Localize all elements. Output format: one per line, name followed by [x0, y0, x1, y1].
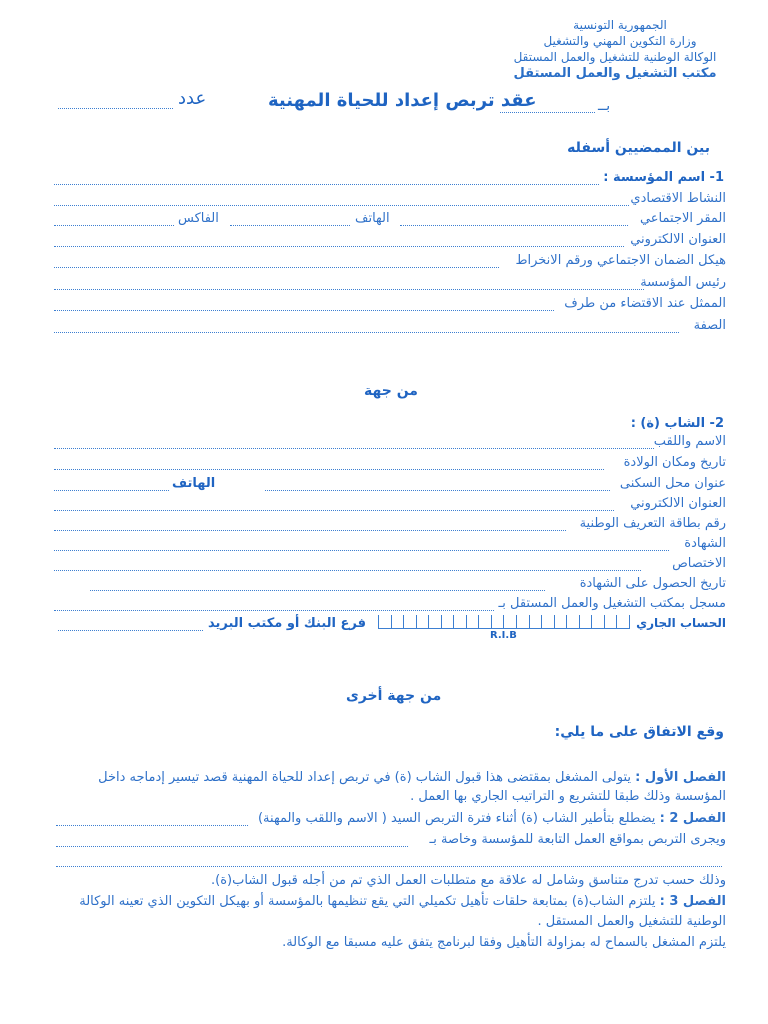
office-prefix: بــ	[598, 98, 611, 114]
youth-name-label: الاسم واللقب	[653, 434, 726, 449]
bank-label: فرع البنك أو مكتب البريد	[208, 616, 366, 631]
header-office: مكتب التشغيل والعمل المستقل	[513, 66, 717, 81]
representative-field[interactable]	[54, 310, 554, 311]
youth-email-field[interactable]	[54, 510, 614, 511]
contract-title: عقد تربص إعداد للحياة المهنية	[268, 90, 537, 111]
hq-label: المقر الاجتماعي	[639, 211, 726, 226]
birth-label: تاريخ ومكان الولادة	[623, 455, 726, 470]
bank-field[interactable]	[58, 630, 203, 631]
article1-line1	[98, 770, 726, 785]
degree-label: الشهادة	[684, 536, 726, 551]
article3-label: الفصل 3 :	[659, 894, 726, 909]
social-security-field[interactable]	[54, 267, 499, 268]
worksite-field-2[interactable]	[56, 866, 722, 867]
company-email-label: العنوان الالكتروني	[630, 232, 726, 247]
article1-text1: يتولى المشغل بمقتضى هذا قبول الشاب (ة) في تربص إعداد للحياة المهنية قصد تيسير إدماجه داخل	[98, 770, 631, 785]
header-ministry: وزارة التكوين المهني والتشغيل	[543, 34, 697, 48]
number-label: عدد	[178, 88, 207, 109]
office-field[interactable]	[500, 112, 595, 113]
party-separator-2: من جهة أخرى	[346, 688, 442, 704]
party-separator-1: من جهة	[364, 383, 418, 399]
fax-field[interactable]	[54, 225, 174, 226]
company-email-field[interactable]	[54, 246, 624, 247]
youth-name-field[interactable]	[54, 448, 654, 449]
number-field[interactable]	[58, 108, 173, 109]
degree-date-label: تاريخ الحصول على الشهادة	[579, 576, 726, 591]
birth-field[interactable]	[54, 469, 604, 470]
article2-text1: يضطلع بتأطير الشاب (ة) أثناء فترة التربص السيد ( الاسم واللقب والمهنة)	[257, 811, 656, 826]
degree-date-field[interactable]	[90, 590, 545, 591]
representative-label: الممثل عند الاقتضاء من طرف	[564, 296, 726, 311]
hq-field[interactable]	[400, 225, 628, 226]
article2-label: الفصل 2 :	[659, 811, 726, 826]
youth-phone-field[interactable]	[54, 490, 169, 491]
rib-label: R.I.B	[490, 630, 517, 641]
capacity-label: الصفة	[693, 318, 726, 333]
header-republic: الجمهورية التونسية	[573, 18, 667, 32]
id-card-label: رقم بطاقة التعريف الوطنية	[579, 516, 726, 531]
intro-text: بين الممضيين أسفله	[567, 140, 710, 156]
specialty-field[interactable]	[54, 570, 641, 571]
article1-label: الفصل الأول :	[635, 770, 726, 785]
registered-field[interactable]	[54, 610, 494, 611]
social-security-label: هيكل الضمان الاجتماعي ورقم الانخراط	[515, 253, 726, 268]
phone-label: الهاتف	[355, 211, 390, 226]
article2-line1	[258, 811, 726, 826]
activity-field[interactable]	[54, 205, 629, 206]
section2-heading: 2- الشاب (ة) :	[630, 416, 724, 431]
company-name-field[interactable]	[54, 184, 599, 185]
worksite-field[interactable]	[56, 846, 408, 847]
director-label: رئيس المؤسسة	[640, 275, 726, 290]
address-label: عنوان محل السكنى	[619, 476, 726, 491]
youth-email-label: العنوان الالكتروني	[630, 496, 726, 511]
article3-text3: يلتزم المشغل بالسماح له بمزاولة التأهيل وفقا لبرنامج يتفق عليه مسبقا مع الوكالة.	[282, 935, 726, 950]
agreement-heading: وقع الاتفاق على ما يلي:	[554, 724, 724, 740]
rib-boxes[interactable]	[378, 615, 630, 629]
youth-phone-label: الهاتف	[172, 476, 216, 491]
fax-label: الفاكس	[178, 211, 219, 226]
supervisor-field[interactable]	[56, 825, 248, 826]
registered-label: مسجل بمكتب التشغيل والعمل المستقل بـ	[498, 596, 726, 611]
capacity-field[interactable]	[54, 332, 679, 333]
article3-line1	[79, 894, 726, 909]
account-label: الحساب الجاري	[636, 616, 726, 630]
specialty-label: الاختصاص	[672, 556, 726, 571]
article1-text2: المؤسسة وذلك طبقا للتشريع و التراتيب الجاري بها العمل .	[410, 789, 726, 804]
address-field[interactable]	[265, 490, 610, 491]
phone-field[interactable]	[230, 225, 350, 226]
header-agency: الوكالة الوطنية للتشغيل والعمل المستقل	[513, 50, 717, 64]
activity-label: النشاط الاقتصادي	[630, 191, 726, 206]
article3-text1: يلتزم الشاب(ة) بمتابعة حلقات تأهيل تكميلي التي يقع تنظيمها بالمؤسسة أو بهيكل التكوين الذي تعينه الوكالة	[79, 894, 656, 909]
article3-text2: الوطنية للتشغيل والعمل المستقل .	[537, 914, 726, 929]
director-field[interactable]	[54, 289, 644, 290]
article2-text3: وذلك حسب تدرج متناسق وشامل له علاقة مع متطلبات العمل الذي تم من أجله قبول الشاب(ة).	[211, 873, 726, 888]
id-card-field[interactable]	[54, 530, 566, 531]
article2-text2: ويجرى التربص بمواقع العمل التابعة للمؤسسة وخاصة بـ	[429, 832, 726, 847]
section1-heading: 1- اسم المؤسسة :	[603, 170, 724, 185]
degree-field[interactable]	[54, 550, 669, 551]
